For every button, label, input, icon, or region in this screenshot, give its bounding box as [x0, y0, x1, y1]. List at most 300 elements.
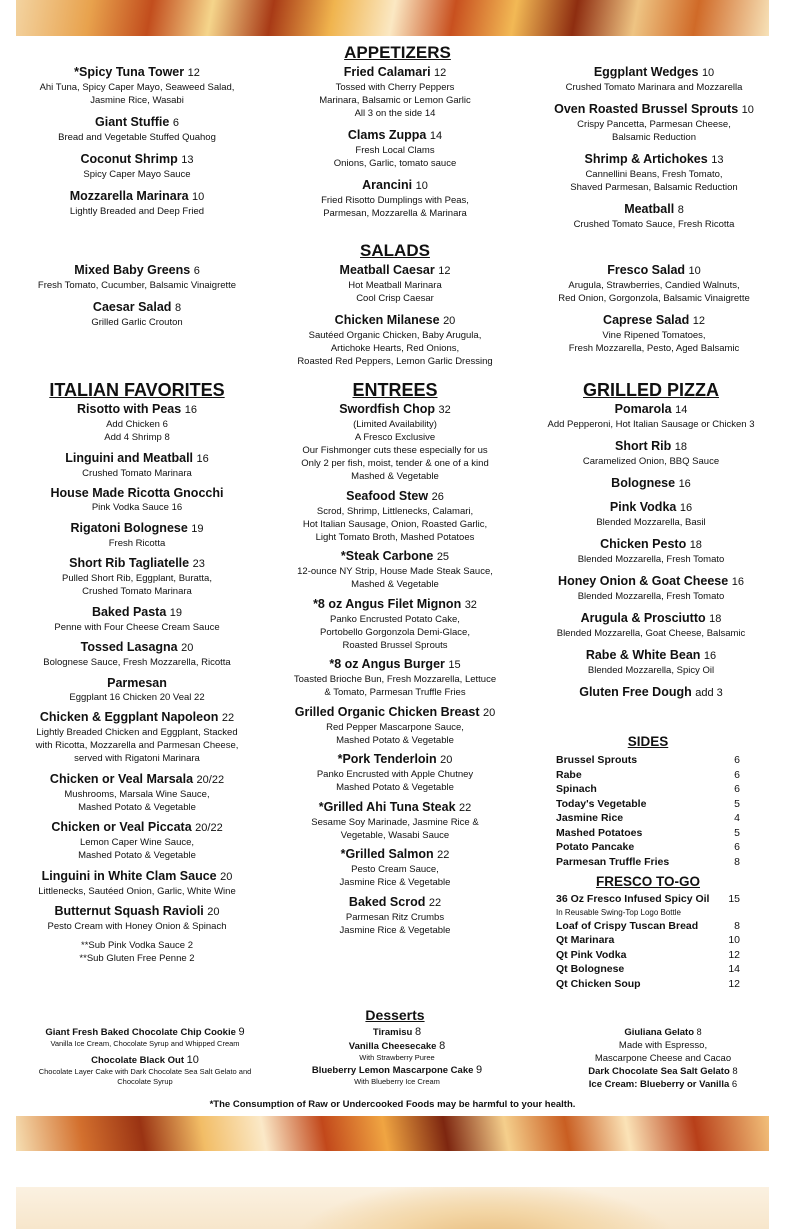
item-price: 22	[428, 896, 442, 909]
item-price: 22	[459, 801, 472, 814]
item-description: A Fresco Exclusive	[354, 432, 436, 443]
row-price: 6	[734, 754, 740, 766]
menu-item-coconut-shrimp	[22, 151, 252, 181]
item-description: Blended Mozzarella, Spicy Oil	[587, 665, 715, 676]
item-description: Crushed Tomato Marinara and Mozzarella	[565, 82, 743, 93]
item-name: Tiramisu 8	[372, 1026, 422, 1038]
item-description: Vanilla Ice Cream, Chocolate Syrup and Whipped Cream	[50, 1039, 240, 1048]
item-price: 20	[440, 754, 453, 766]
menu-item-grilled-organic-chicken-breast	[270, 704, 520, 747]
price-row-parmesan-truffle-fries	[556, 855, 740, 870]
item-name: Short Rib 18	[615, 439, 687, 453]
item-name: Risotto with Peas 16	[77, 402, 197, 416]
item-description: Lightly Breaded and Deep Fried	[69, 206, 205, 217]
item-name: Pink Vodka 16	[609, 500, 693, 514]
row-price: 6	[734, 783, 740, 795]
menu-item-honey-onion-goat-cheese	[536, 573, 766, 603]
fresco-to-go-heading: FRESCO TO-GO	[595, 874, 700, 889]
menu-item-meatball-caesar	[270, 262, 520, 305]
item-name: Fried Calamari 12	[343, 65, 447, 79]
item-description: Bread and Vegetable Stuffed Quahog	[58, 132, 216, 143]
row-name: Brussel Sprouts	[556, 754, 638, 766]
price-row-brussel-sprouts	[556, 753, 740, 768]
item-name: Eggplant Wedges 10	[593, 65, 715, 79]
item-price: 12	[438, 265, 451, 277]
item-name: Giant Fresh Baked Chocolate Chip Cookie 9	[45, 1026, 245, 1038]
item-price: 18	[709, 613, 722, 625]
item-name: Tossed Lasagna 20	[80, 640, 194, 654]
price-row-loaf-of-crispy-tuscan-bread	[556, 919, 740, 934]
item-price: 16	[679, 502, 693, 514]
item-description: Ahi Tuna, Spicy Caper Mayo, Seaweed Salad,	[39, 82, 235, 93]
menu-item-caprese-salad	[538, 312, 770, 355]
item-name: *8 oz Angus Burger 15	[329, 657, 461, 671]
price-row-spinach	[556, 782, 740, 797]
menu-item-butternut-squash-ravioli	[20, 903, 254, 933]
item-name: Chocolate Black Out 10	[91, 1054, 199, 1066]
item-name: Meatball 8	[624, 202, 684, 216]
item-description: Crushed Tomato Marinara	[82, 467, 192, 479]
item-name: *Grilled Salmon 22	[340, 847, 450, 861]
item-name: Chicken Milanese 20	[334, 313, 456, 327]
item-description: Add Pepperoni, Hot Italian Sausage or Chicken 3	[547, 419, 755, 430]
menu-item-house-made-ricotta-gnocchi	[20, 485, 254, 514]
item-description: Spicy Caper Mayo Sauce	[83, 169, 191, 180]
item-price: 19	[169, 606, 183, 619]
row-name: Potato Pancake	[556, 841, 635, 853]
item-price: 20	[207, 906, 220, 918]
menu-item-chicken-eggplant-napoleon	[20, 709, 254, 765]
item-price: 16	[731, 576, 744, 588]
item-description: Pulled Short Rib, Eggplant, Buratta,	[62, 573, 212, 584]
menu-item-vanilla-cheesecake	[290, 1040, 504, 1063]
item-name: Mixed Baby Greens 6	[74, 263, 200, 277]
desserts-center-column	[290, 1026, 504, 1088]
row-name: Parmesan Truffle Fries	[556, 855, 670, 868]
item-description: Red Pepper Mascarpone Sauce,	[326, 721, 464, 733]
item-description: Jasmine Rice & Vegetable	[339, 924, 451, 936]
item-description: with Ricotta, Mozzarella and Parmesan Cheese,	[35, 740, 239, 751]
item-description: Mashed Potato & Vegetable	[78, 850, 196, 861]
item-name: *8 oz Angus Filet Mignon 32	[313, 596, 477, 611]
menu-item-shrimp-artichokes	[538, 151, 770, 194]
appetizers-right-column	[538, 64, 770, 238]
dark-chocolate-gelato: Dark Chocolate Sea Salt Gelato 8	[588, 1066, 738, 1077]
menu-item-gluten-free-dough	[536, 684, 766, 701]
item-description: Balsamic Reduction	[612, 132, 696, 143]
row-price: 6	[734, 768, 740, 781]
item-name: Honey Onion & Goat Cheese 16	[558, 574, 744, 588]
grilled-pizza-heading: GRILLED PIZZA	[583, 380, 719, 400]
ice-cream-item: Ice Cream: Blueberry or Vanilla 6	[588, 1079, 738, 1090]
price-row-qt-pink-vodka	[556, 948, 740, 963]
row-name: Mashed Potatoes	[556, 826, 643, 839]
menu-item-spicy-tuna-tower	[22, 64, 252, 107]
menu-item-giant-stuffie	[22, 114, 252, 144]
item-description: Blended Mozzarella, Fresh Tomato	[577, 554, 725, 565]
row-name: Qt Marinara	[556, 934, 615, 946]
menu-item-seafood-stew	[270, 488, 520, 544]
item-name: Bolognese 16	[611, 476, 691, 490]
row-price: 10	[728, 934, 740, 946]
row-price: 5	[734, 797, 740, 810]
item-price: 10	[415, 180, 428, 192]
item-description: Hot Italian Sausage, Onion, Roasted Garlic,	[302, 518, 488, 530]
item-price: 20	[181, 642, 194, 654]
item-description: Jasmine Rice & Vegetable	[339, 877, 451, 888]
item-name: Baked Pasta 19	[91, 604, 183, 619]
item-description: Artichoke Hearts, Red Onions,	[330, 343, 460, 354]
italian-favorites-column	[20, 380, 254, 965]
item-name: Grilled Organic Chicken Breast 20	[294, 704, 496, 719]
price-row-rabe	[556, 768, 740, 783]
sub-option: **Sub Pink Vodka Sauce 2	[81, 939, 193, 951]
item-description: With Strawberry Puree	[359, 1053, 435, 1062]
item-price: 18	[689, 539, 702, 551]
row-name: Today's Vegetable	[556, 797, 647, 810]
item-description: & Tomato, Parmesan Truffle Fries	[324, 687, 466, 698]
item-price: 25	[436, 551, 450, 563]
item-price: 16	[184, 404, 197, 416]
menu-item-bolognese	[536, 475, 766, 492]
row-price: 8	[734, 919, 740, 932]
item-price: 15	[448, 659, 461, 671]
price-row-mashed-potatoes	[556, 826, 740, 841]
item-name: Chicken & Eggplant Napoleon 22	[39, 710, 235, 724]
item-description: Add Chicken 6	[106, 419, 168, 430]
price-row-qt-bolognese	[556, 962, 740, 977]
item-price: 32	[438, 404, 451, 416]
item-price: 8	[174, 302, 182, 314]
raw-food-warning: *The Consumption of Raw or Undercooked Foods may be harmful to your health.	[209, 1099, 576, 1110]
item-description: Mashed Potato & Vegetable	[78, 801, 196, 813]
item-description: Bolognese Sauce, Fresh Mozzarella, Ricotta	[43, 657, 231, 668]
item-name: *Grilled Ahi Tuna Steak 22	[318, 799, 472, 814]
item-price: 32	[464, 598, 477, 611]
item-name: Coconut Shrimp 13	[80, 152, 194, 166]
item-description: Fresh Tomato, Cucumber, Balsamic Vinaigrette	[37, 280, 237, 291]
item-description: Onions, Garlic, tomato sauce	[333, 158, 457, 169]
menu-item-8-oz-angus-filet-mignon	[270, 596, 520, 652]
item-description: Lemon Caper Wine Sauce,	[79, 837, 195, 848]
item-name: House Made Ricotta Gnocchi	[50, 486, 224, 500]
item-description: Fried Risotto Dumplings with Peas,	[321, 195, 469, 206]
item-name: Chicken or Veal Marsala 20/22	[49, 771, 225, 786]
item-price: 9	[476, 1064, 483, 1076]
menu-item-8-oz-angus-burger	[270, 656, 520, 699]
item-description: Hot Meatball Marinara	[348, 280, 442, 291]
item-price: 10	[741, 104, 754, 116]
menu-item-arancini	[270, 177, 520, 220]
item-description: Chocolate Syrup	[117, 1077, 173, 1086]
item-description: Eggplant 16 Chicken 20 Veal 22	[69, 691, 205, 703]
menu-item-chicken-or-veal-marsala	[20, 771, 254, 814]
menu-item-blueberry-lemon-mascarpone-cake	[290, 1064, 504, 1087]
item-description: Shaved Parmesan, Balsamic Reduction	[570, 182, 738, 193]
item-price: add 3	[695, 687, 723, 699]
item-price: 18	[674, 441, 687, 453]
item-name: Arugula & Prosciutto 18	[580, 611, 722, 625]
menu-item-pork-tenderloin	[270, 751, 520, 794]
item-description: All 3 on the side 14	[354, 108, 436, 119]
row-name: Qt Bolognese	[556, 963, 625, 975]
item-description: Portobello Gorgonzola Demi-Glace,	[320, 626, 470, 638]
item-price: 12	[187, 67, 200, 79]
item-price: 20/22	[195, 822, 223, 834]
appetizers-section	[270, 42, 525, 63]
item-description: Roasted Brussel Sprouts	[342, 639, 448, 651]
item-description: Littlenecks, Sautéed Onion, Garlic, White Wine	[38, 885, 236, 897]
menu-item-parmesan	[20, 675, 254, 704]
menu-item-tiramisu	[290, 1026, 504, 1039]
item-description: Vine Ripened Tomatoes,	[602, 330, 706, 341]
menu-item-chicken-or-veal-piccata	[20, 819, 254, 862]
menu-item-rigatoni-bolognese	[20, 520, 254, 550]
menu-item-short-rib	[536, 438, 766, 468]
menu-item-chicken-milanese	[270, 312, 520, 368]
togo-oil-row	[556, 892, 740, 907]
item-description: Light Tomato Broth, Mashed Potatoes	[315, 531, 475, 543]
item-price: 6	[172, 117, 179, 129]
item-description: Pesto Cream with Honey Onion & Spinach	[47, 921, 227, 932]
item-description: Grilled Garlic Crouton	[91, 317, 183, 328]
item-description: Panko Encrusted Potato Cake,	[330, 613, 460, 625]
desserts-right-column	[560, 1026, 766, 1091]
item-description: Only 2 per fish, moist, tender & one of a kind	[301, 458, 489, 469]
item-description: Parmesan, Mozzarella & Marinara	[323, 208, 467, 219]
item-description: Mashed Potato & Vegetable	[336, 782, 454, 793]
item-price: 20	[443, 315, 456, 327]
menu-item-grilled-ahi-tuna-steak	[270, 799, 520, 842]
item-description: Add 4 Shrimp 8	[104, 432, 170, 443]
row-name: Qt Pink Vodka	[556, 948, 627, 961]
salads-left-column	[22, 262, 252, 336]
item-description: Crispy Pancetta, Parmesan Cheese,	[577, 119, 731, 130]
item-price: 16	[196, 452, 209, 465]
price-row-jasmine-rice	[556, 811, 740, 826]
item-name: Chicken or Veal Piccata 20/22	[51, 820, 223, 834]
item-description: Fresh Mozzarella, Pesto, Aged Balsamic	[568, 343, 740, 354]
menu-item-steak-carbone	[270, 548, 520, 591]
item-price: 10	[192, 191, 205, 203]
item-description: Chocolate Layer Cake with Dark Chocolate Sea Salt Gelato and	[38, 1067, 252, 1076]
item-price: 26	[431, 490, 444, 503]
item-description: Our Fishmonger cuts these especially for us	[302, 445, 488, 456]
row-price: 4	[734, 812, 740, 824]
item-description: Marinara, Balsamic or Lemon Garlic	[319, 95, 471, 106]
item-name: Arancini 10	[362, 178, 428, 192]
item-price: 16	[678, 478, 691, 490]
item-name: Caesar Salad 8	[92, 300, 182, 314]
item-description: Cool Crisp Caesar	[356, 293, 434, 304]
item-description: Red Onion, Gorgonzola, Balsamic Vinaigrette	[558, 293, 750, 304]
item-name: Short Rib Tagliatelle 23	[69, 556, 205, 570]
row-price: 12	[728, 977, 740, 990]
menu-item-chocolate-black-out	[30, 1054, 260, 1087]
next-page-banner	[16, 1187, 769, 1229]
item-description: Fresh Local Clams	[355, 145, 435, 156]
menu-item-oven-roasted-brussel-sprouts	[538, 101, 770, 144]
grilled-pizza-column	[536, 380, 766, 708]
sides-section	[556, 733, 740, 869]
gelato-desc-2: Mascarpone Cheese and Cacao	[594, 1053, 732, 1064]
item-price: 14	[429, 130, 443, 142]
item-name: Clams Zuppa 14	[347, 128, 443, 142]
entrees-column	[270, 380, 520, 941]
item-name: Rigatoni Bolognese 19	[70, 520, 204, 535]
menu-item-meatball	[538, 201, 770, 231]
item-price: 12	[692, 315, 705, 327]
entrees-heading: ENTREES	[352, 380, 438, 400]
item-price: 23	[192, 558, 205, 570]
appetizers-center-column	[270, 64, 520, 227]
menu-item-pomarola	[536, 401, 766, 431]
item-name: Fresco Salad 10	[607, 263, 701, 277]
item-price: 12	[434, 67, 447, 79]
row-price: 8	[734, 855, 740, 868]
item-name: Parmesan	[107, 675, 167, 690]
togo-oil-name: 36 Oz Fresco Infused Spicy Oil	[556, 893, 710, 905]
item-name: Butternut Squash Ravioli 20	[54, 904, 220, 918]
item-price: 9	[238, 1026, 245, 1038]
item-name: Rabe & White Bean 16	[585, 648, 717, 662]
item-description: Pesto Cream Sauce,	[351, 864, 439, 875]
menu-item-swordfish-chop	[270, 401, 520, 483]
menu-item-fried-calamari	[270, 64, 520, 120]
item-price: 8	[414, 1026, 422, 1038]
menu-item-rabe-white-bean	[536, 647, 766, 677]
menu-item-giant-fresh-baked-chocolate-chip-cookie	[30, 1026, 260, 1049]
item-name: *Steak Carbone 25	[340, 549, 450, 563]
appetizers-heading: APPETIZERS	[344, 43, 451, 62]
menu-item-mozzarella-marinara	[22, 188, 252, 218]
item-name: Mozzarella Marinara 10	[69, 189, 205, 203]
item-description: Toasted Brioche Bun, Fresh Mozzarella, Lettuce	[293, 674, 497, 685]
gelato-desc-1: Made with Espresso,	[618, 1040, 708, 1051]
item-description: Sesame Soy Marinade, Jasmine Rice &	[311, 816, 479, 828]
item-description: Penne with Four Cheese Cream Sauce	[54, 621, 220, 633]
item-description: Blended Mozzarella, Goat Cheese, Balsamic	[556, 628, 746, 639]
item-name: *Spicy Tuna Tower 12	[74, 65, 200, 79]
item-name: Gluten Free Dough add 3	[579, 685, 723, 699]
item-price: 14	[675, 404, 688, 416]
item-price: 13	[711, 154, 724, 166]
item-name: *Pork Tenderloin 20	[337, 752, 453, 766]
item-description: Caramelized Onion, BBQ Sauce	[582, 456, 720, 467]
item-price: 8	[439, 1040, 446, 1052]
item-name: Pomarola 14	[614, 402, 688, 416]
item-description: Blended Mozzarella, Fresh Tomato	[577, 591, 725, 602]
item-name: Chicken Pesto 18	[600, 537, 702, 551]
item-description: Mushrooms, Marsala Wine Sauce,	[64, 788, 210, 800]
item-name: Oven Roasted Brussel Sprouts 10	[554, 102, 754, 116]
item-description: Blended Mozzarella, Basil	[596, 517, 706, 528]
italian-favorites-heading: ITALIAN FAVORITES	[49, 380, 225, 400]
item-price: 22	[437, 849, 450, 861]
row-name: Jasmine Rice	[556, 812, 624, 824]
item-price: 10	[701, 67, 715, 79]
item-price: 6	[193, 265, 200, 277]
appetizers-left-column	[22, 64, 252, 225]
item-name: Baked Scrod 22	[348, 894, 442, 909]
desserts-left-column	[30, 1026, 260, 1092]
price-row-qt-marinara	[556, 933, 740, 948]
item-description: 12-ounce NY Strip, House Made Steak Sauce,	[297, 566, 493, 577]
sides-heading: SIDES	[627, 734, 669, 749]
price-row-qt-chicken-soup	[556, 977, 740, 992]
menu-item-arugula-prosciutto	[536, 610, 766, 640]
salads-section	[270, 240, 520, 261]
row-name: Loaf of Crispy Tuscan Bread	[556, 919, 699, 932]
menu-item-chicken-pesto	[536, 536, 766, 566]
menu-item-eggplant-wedges	[538, 64, 770, 94]
item-price: 13	[181, 154, 194, 166]
row-price: 12	[728, 948, 740, 961]
item-name: Linguini and Meatball 16	[65, 450, 209, 465]
sub-option: **Sub Gluten Free Penne 2	[79, 952, 195, 964]
menu-item-pink-vodka	[536, 499, 766, 529]
row-name: Spinach	[556, 783, 597, 795]
togo-oil-price: 15	[728, 893, 740, 905]
row-name: Qt Chicken Soup	[556, 977, 641, 990]
menu-item-risotto-with-peas	[20, 401, 254, 444]
item-name: Meatball Caesar 12	[339, 263, 451, 277]
item-description: Tossed with Cherry Peppers	[335, 82, 455, 93]
item-description: With Blueberry Ice Cream	[354, 1077, 440, 1086]
menu-item-grilled-salmon	[270, 846, 520, 889]
menu-item-fresco-salad	[538, 262, 770, 305]
gelato-name: Giuliana Gelato 8	[624, 1027, 702, 1038]
togo-oil-note: In Reusable Swing-Top Logo Bottle	[556, 907, 681, 917]
item-description: Parmesan Ritz Crumbs	[345, 911, 445, 923]
item-description: served with Rigatoni Marinara	[74, 753, 200, 764]
salads-heading: SALADS	[360, 241, 430, 260]
item-description: Mashed & Vegetable	[351, 579, 439, 590]
item-description: Arugula, Strawberries, Candied Walnuts,	[568, 280, 740, 291]
row-price: 5	[734, 826, 740, 839]
item-name: Vanilla Cheesecake 8	[348, 1040, 446, 1052]
menu-item-short-rib-tagliatelle	[20, 555, 254, 598]
item-price: 20	[483, 706, 496, 719]
item-name: Shrimp & Artichokes 13	[584, 152, 724, 166]
item-description: (Limited Availability)	[353, 419, 437, 430]
menu-item-mixed-baby-greens	[22, 262, 252, 292]
row-price: 14	[728, 963, 740, 975]
menu-item-linguini-and-meatball	[20, 450, 254, 480]
row-price: 6	[734, 841, 740, 853]
item-name: Linguini in White Clam Sauce 20	[41, 868, 233, 883]
salads-center-column	[270, 262, 520, 375]
menu-item-baked-scrod	[270, 894, 520, 937]
item-description: Cannellini Beans, Fresh Tomato,	[585, 169, 723, 180]
item-price: 8	[677, 204, 684, 216]
item-description: Panko Encrusted with Apple Chutney	[316, 769, 474, 780]
item-description: Scrod, Shrimp, Littlenecks, Calamari,	[316, 505, 474, 517]
desserts-section	[270, 1006, 520, 1024]
item-description: Lightly Breaded Chicken and Eggplant, Stacked	[36, 727, 238, 738]
item-price: 20/22	[196, 773, 225, 786]
menu-item-clams-zuppa	[270, 127, 520, 170]
item-name: Caprese Salad 12	[603, 313, 705, 327]
item-price: 19	[191, 522, 204, 535]
menu-item-tossed-lasagna	[20, 639, 254, 669]
item-price: 16	[703, 650, 717, 662]
bottom-decorative-banner	[16, 1116, 769, 1151]
item-price: 20	[220, 870, 233, 883]
item-name: Giant Stuffie 6	[95, 115, 179, 129]
row-name: Rabe	[556, 768, 582, 781]
menu-item-caesar-salad	[22, 299, 252, 329]
